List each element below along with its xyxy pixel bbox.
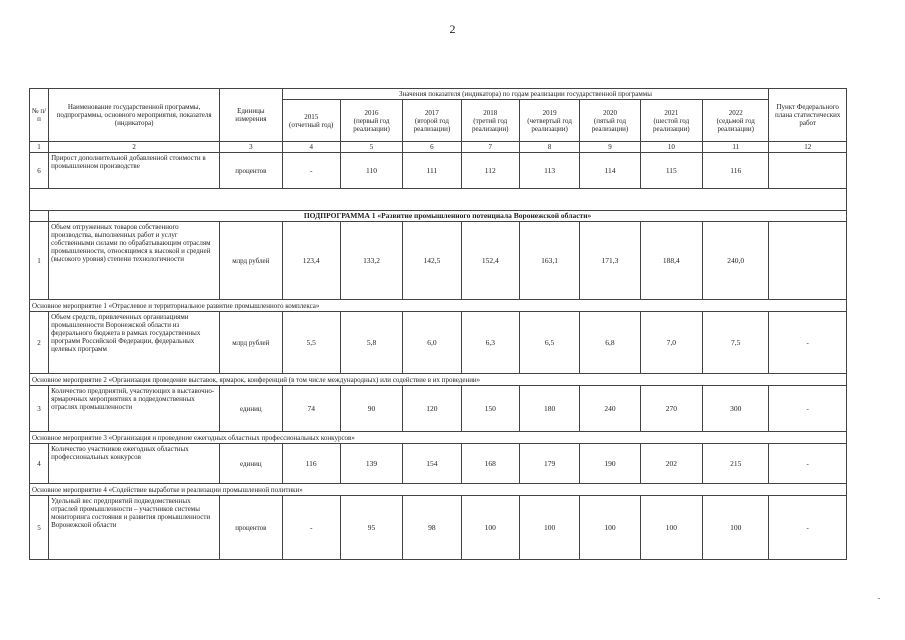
row-num: 1 [30,222,49,300]
row-indicator-name: Объем отгруженных товаров собственного производства, выполненных работ и услуг собственными силами по обрабатывающим отраслям промышленности, относящимся к высокой и средней (высокого уровня) степени технологичности [49,222,220,300]
row-value: 180 [519,386,579,432]
row-value: 179 [519,444,579,484]
activity-title: Основное мероприятие 3 «Организация и проведение ежегодных областных профессиональных конкурсов» [30,432,847,444]
row-value: 188,4 [640,222,702,300]
header-name: Наименование государственной программы, подпрограммы, основного мероприятия, показателя (индикатора) [49,89,220,142]
row-value: 95 [340,496,402,560]
row-value: 171,3 [580,222,640,300]
row-value: 150 [461,386,519,432]
row-unit: единиц [220,444,282,484]
row-value: 6,0 [403,312,461,374]
row-unit: единиц [220,386,282,432]
header-values-group: Значения показателя (индикатора) по годам реализации государственной программы [282,89,769,100]
table-row [30,444,847,484]
row-value: 123,4 [282,222,340,300]
row-value: 270 [640,386,702,432]
row-value: 100 [640,496,702,560]
row-value: 100 [580,496,640,560]
row-value: 215 [703,444,769,484]
row-value: 154 [403,444,461,484]
subprogram-num-cell [30,211,49,222]
row-plan: - [769,444,847,484]
row-indicator-name: Объем средств, привлеченных организациями промышленности Воронежской области из федерального бюджета в рамках государственных программ Российской Федерации, федеральных целевых программ [49,312,220,374]
row-value: 133,2 [340,222,402,300]
subprogram-title: ПОДПРОГРАММА 1 «Развитие промышленного потенциала Воронежской области» [49,211,847,222]
row-plan [769,153,847,189]
col-number: 3 [220,142,282,153]
activity-title: Основное мероприятие 4 «Содействие выработке и реализации промышленной политики» [30,484,847,496]
row-value: 240 [580,386,640,432]
activity-title: Основное мероприятие 1 «Отраслевое и территориальное развитие промышленного комплекса» [30,300,847,312]
col-number: 8 [519,142,579,153]
row-value: 6,5 [519,312,579,374]
subprogram-row [30,211,847,222]
row-value: 139 [340,444,402,484]
row-value: 113 [519,153,579,189]
row-num: 4 [30,444,49,484]
col-number: 6 [403,142,461,153]
col-number: 4 [282,142,340,153]
table-row [30,222,847,300]
table-row [30,312,847,374]
table-row [30,386,847,432]
header-year: 2016 (первый год реализации) [340,100,402,142]
col-number: 1 [30,142,49,153]
col-number: 7 [461,142,519,153]
row-value: 90 [340,386,402,432]
row-value: 100 [461,496,519,560]
activity-row [30,484,847,496]
header-year: 2015 (отчетный год) [282,100,340,142]
row-value: - [282,153,340,189]
row-num: 5 [30,496,49,560]
col-number: 11 [703,142,769,153]
row-value: 115 [640,153,702,189]
col-number: 9 [580,142,640,153]
row-value: 142,5 [403,222,461,300]
row-value: 190 [580,444,640,484]
row-value: 116 [282,444,340,484]
row-value: 114 [580,153,640,189]
row-plan: - [769,496,847,560]
row-value: 168 [461,444,519,484]
header-year: 2020 (пятый год реализации) [580,100,640,142]
row-value: 202 [640,444,702,484]
page-number: 2 [449,22,456,36]
row-indicator-name: Количество предприятий, участвующих в выставочно-ярмарочных мероприятиях в подведомственных отраслях промышленности [49,386,220,432]
header-year: 2017 (второй год реализации) [403,100,461,142]
row-value: 111 [403,153,461,189]
indicators-table [29,88,847,560]
row-unit: процентов [220,153,282,189]
header-num: № п/п [30,89,49,142]
header-year: 2022 (седьмой год реализации) [703,100,769,142]
row-value: 163,1 [519,222,579,300]
row-value: 74 [282,386,340,432]
row-num: 3 [30,386,49,432]
row-value: 100 [519,496,579,560]
row-indicator-name: Количество участников ежегодных областных профессиональных конкурсов [49,444,220,484]
row-value: 110 [340,153,402,189]
header-year: 2021 (шестой год реализации) [640,100,702,142]
row-unit: млрд рублей [220,312,282,374]
col-number: 5 [340,142,402,153]
header-year: 2018 (третий год реализации) [461,100,519,142]
row-value: - [282,496,340,560]
row-value: 152,4 [461,222,519,300]
row-value: 5,8 [340,312,402,374]
col-number: 2 [49,142,220,153]
row-num: 6 [30,153,49,189]
row-value: 6,8 [580,312,640,374]
col-number: 12 [769,142,847,153]
row-value: 300 [703,386,769,432]
row-plan [769,222,847,300]
row-unit: процентов [220,496,282,560]
row-indicator-name: Удельный вес предприятий подведомственных отраслей промышленности – участников системы мониторинга состояния и развития промышленности Воронежской области [49,496,220,560]
header-year: 2019 (четвертый год реализации) [519,100,579,142]
activity-row [30,374,847,386]
table-row [30,496,847,560]
header-plan: Пункт Федерального плана статистических работ [769,89,847,142]
row-value: 5,5 [282,312,340,374]
row-value: 7,5 [703,312,769,374]
row-plan: - [769,312,847,374]
row-plan: - [769,386,847,432]
row-value: 116 [703,153,769,189]
row-value: 100 [703,496,769,560]
row-value: 6,3 [461,312,519,374]
activity-row [30,432,847,444]
row-num: 2 [30,312,49,374]
row-value: 240,0 [703,222,769,300]
column-numbers-row [30,142,847,153]
header-unit: Единицы измерения [220,89,282,142]
row-value: 7,0 [640,312,702,374]
spacer-row [30,189,847,211]
row-value: 98 [403,496,461,560]
spacer-cell [30,189,847,211]
table-row [30,153,847,189]
activity-row [30,300,847,312]
row-value: 112 [461,153,519,189]
activity-title: Основное мероприятие 2 «Организация проведение выставок, ярмарок, конференций (в том числе международных) или содействие в их проведении» [30,374,847,386]
col-number: 10 [640,142,702,153]
row-unit: млрд рублей [220,222,282,300]
row-indicator-name: Прирост дополнительной добавленной стоимости в промышленном производстве [49,153,220,189]
header-row [30,89,847,100]
scan-mark [878,598,880,599]
row-value: 120 [403,386,461,432]
